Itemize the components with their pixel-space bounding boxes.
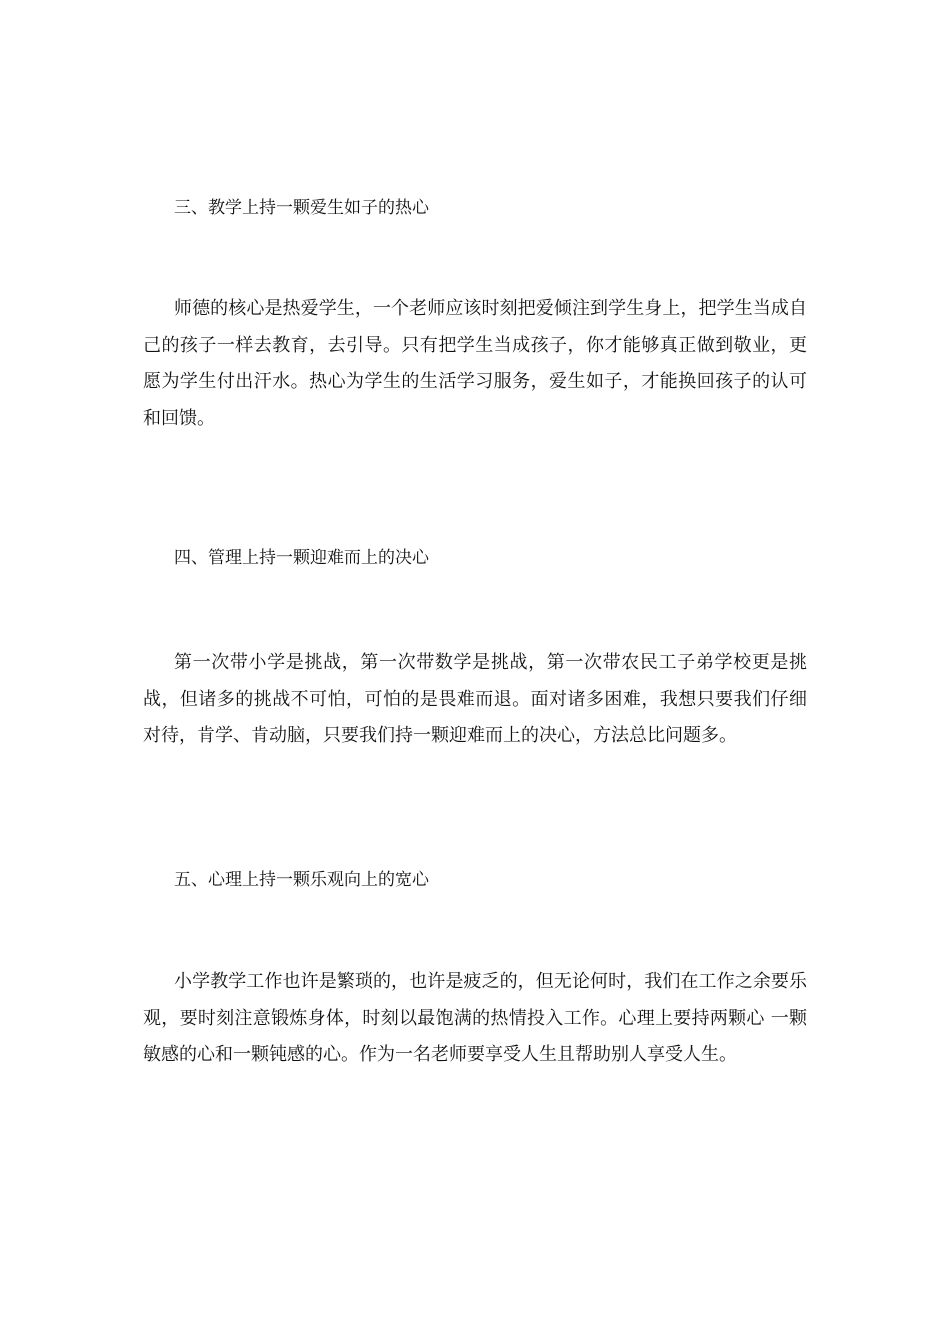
section-heading-3: 三、教学上持一颗爱生如子的热心: [174, 198, 429, 218]
section-heading-4: 四、管理上持一颗迎难而上的决心: [174, 548, 429, 568]
section-body-3: 师德的核心是热爱学生，一个老师应该时刻把爱倾注到学生身上，把学生当成自己的孩子一样去教育，去引导。只有把学生当成孩子，你才能够真正做到敬业，更愿为学生付出汗水。热心为学生的生活学习服务，爱生如子，才能换回孩子的认可和回馈。: [143, 298, 807, 429]
section-body-4: 第一次带小学是挑战，第一次带数学是挑战，第一次带农民工子弟学校更是挑战，但诸多的挑战不可怕，可怕的是畏难而退。面对诸多困难，我想只要我们仔细对待，肯学、肯动脑，只要我们持一颗迎难而上的决心，方法总比问题多。: [143, 652, 807, 746]
section-heading-5: 五、心理上持一颗乐观向上的宽心: [174, 870, 429, 890]
section-body-5: 小学教学工作也许是繁琐的，也许是疲乏的，但无论何时，我们在工作之余要乐观，要时刻注意锻炼身体，时刻以最饱满的热情投入工作。心理上要持两颗心 一颗敏感的心和一颗钝感的心。作为一名老师要享受人生且帮助别人享受人生。: [143, 971, 807, 1065]
